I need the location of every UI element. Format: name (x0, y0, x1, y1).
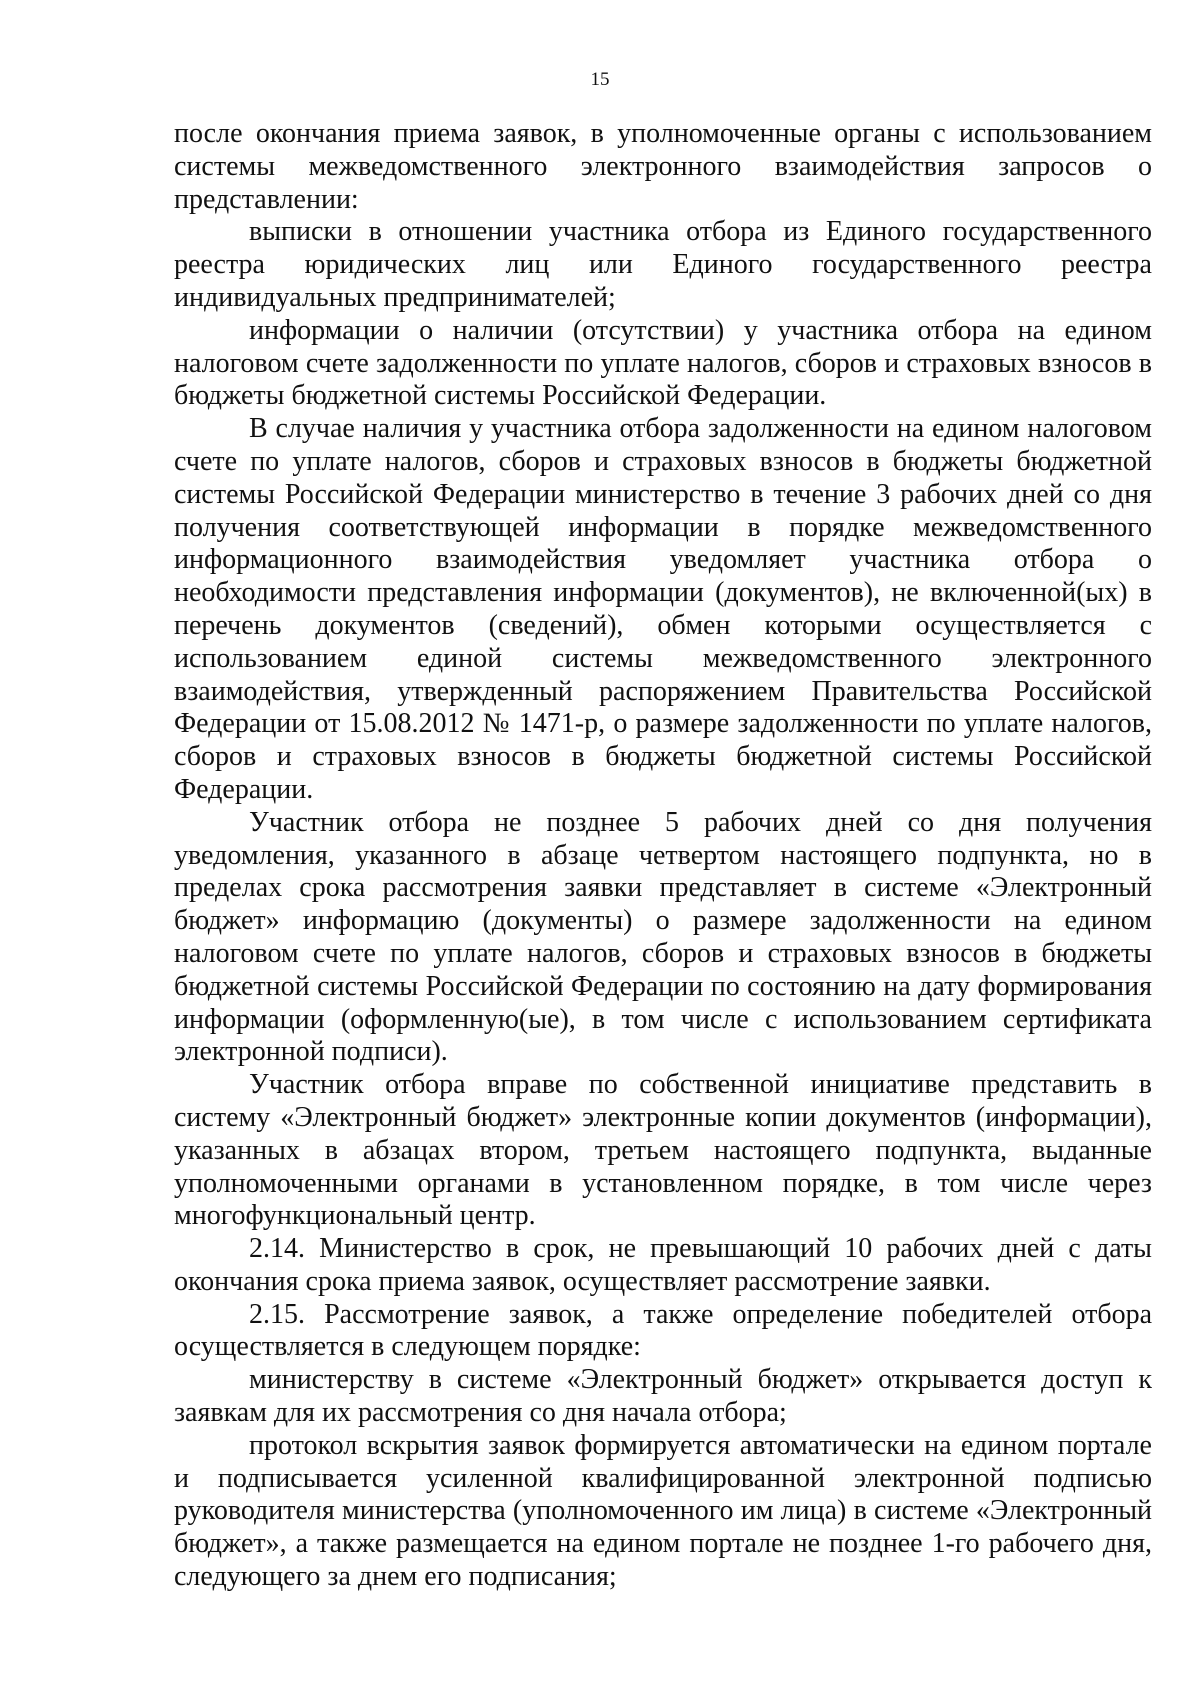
paragraph-own-initiative: Участник отбора вправе по собственной инициативе представить в систему «Электронный бюджет» электронные копии документов (информации), указанных в абзацах втором, третьем настоящего подпункта, выданные уполномоченными органами в установленном порядке, в том числе через многофункциональный центр. (174, 1069, 1152, 1232)
paragraph-2-15: 2.15. Рассмотрение заявок, а также определение победителей отбора осуществляется в следующем порядке: (174, 1298, 1152, 1363)
paragraph-opening-protocol: протокол вскрытия заявок формируется автоматически на едином портале и подписывается усиленной квалифицированной электронной подписью руководителя министерства (уполномоченного им лица) в системе «Электронный бюджет», а также размещается на едином портале не позднее 1-го рабочего дня, следующего за днем его подписания; (174, 1429, 1152, 1593)
paragraph-2-14: 2.14. Министерство в срок, не превышающий 10 рабочих дней с даты окончания срока приема заявок, осуществляет рассмотрение заявки. (174, 1233, 1152, 1297)
document-body (174, 118, 1152, 1594)
paragraph-continuation: после окончания приема заявок, в уполномоченные органы с использованием системы межведомственного электронного взаимодействия запросов о представлении: (174, 118, 1152, 215)
paragraph-participant-submission: Участник отбора не позднее 5 рабочих дней со дня получения уведомления, указанного в абзаце четвертом настоящего подпункта, но в пределах срока рассмотрения заявки представляет в системе «Электронный бюджет» информацию (документы) о размере задолженности на едином налоговом счете по уплате налогов, сборов и страховых взносов в бюджеты бюджетной системы Российской Федерации по состоянию на дату формирования информации (оформленную(ые), в том числе с использованием сертификата электронной подписи). (174, 806, 1152, 1068)
paragraph-tax-debt-info: информации о наличии (отсутствии) у участника отбора на едином налоговом счете задолженности по уплате налогов, сборов и страховых взносов в бюджеты бюджетной системы Российской Федерации. (174, 314, 1152, 412)
paragraph-egrul-extract: выписки в отношении участника отбора из Единого государственного реестра юридических лиц или Единого государственного реестра индивидуальных предпринимателей; (174, 216, 1152, 313)
paragraph-access-to-applications: министерству в системе «Электронный бюджет» открывается доступ к заявкам для их рассмотрения со дня начала отбора; (174, 1364, 1152, 1429)
page-number: 15 (590, 69, 610, 90)
paragraph-debt-notification: В случае наличия у участника отбора задолженности на едином налоговом счете по уплате налогов, сборов и страховых взносов в бюджеты бюджетной системы Российской Федерации министерство в течение 3 рабочих дней со дня получения соответствующей информации в порядке межведомственного информационного взаимодействия уведомляет участника отбора о необходимости представления информации (документов), не включенной(ых) в перечень документов (сведений), обмен которыми осуществляется с использованием единой системы межведомственного электронного взаимодействия, утвержденный распоряжением Правительства Российской Федерации от 15.08.2012 № 1471-р, о размере задолженности по уплате налогов, сборов и страховых взносов в бюджеты бюджетной системы Российской Федерации. (174, 413, 1152, 805)
